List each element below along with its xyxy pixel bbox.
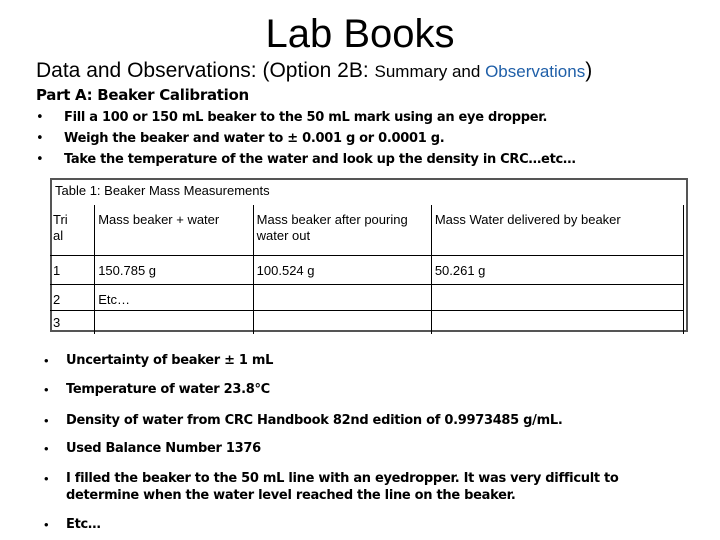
observation-item [44,470,686,504]
table-row [50,255,684,284]
observation-item [44,412,686,430]
table-caption: Table 1: Beaker Mass Measurements [55,183,270,198]
bullet-icon: • [36,110,44,125]
table-cell: Etc… [95,284,253,310]
table-cell: 2 [50,284,95,310]
section-subtitle [36,58,592,85]
table-cell [431,310,683,334]
observation-text: Used Balance Number 1376 [66,441,261,456]
observation-text: Density of water from CRC Handbook 82nd edition of 0.9973485 g/mL. [66,413,563,428]
bullet-icon: • [44,441,49,456]
observation-text: I filled the beaker to the 50 mL line with an eyedropper. It was very difficult to determine when the water level reached the line on the beaker. [66,471,619,503]
observation-text: Etc… [66,517,101,532]
observation-text: Temperature of water 23.8°C [66,382,270,397]
table-cell [431,284,683,310]
bullet-icon: • [44,517,49,532]
table-cell: 1 [50,255,95,284]
table-row [50,310,684,334]
bullet-icon: • [36,152,44,167]
procedure-step-text: Take the temperature of the water and look up the density in CRC…etc… [64,152,576,167]
header-cell-mass-water-delivered: Mass Water delivered by beaker [431,205,683,255]
bullet-icon: • [44,471,49,486]
observation-item [44,381,686,399]
measurements-table-panel [50,178,688,332]
observation-text: Uncertainty of beaker ± 1 mL [66,353,274,368]
page-title: Lab Books [265,12,455,56]
bullet-icon: • [44,353,49,368]
header-cell-mass-beaker-water: Mass beaker + water [95,205,253,255]
table-cell: 100.524 g [253,255,431,284]
bullet-icon: • [44,382,49,397]
observation-item [44,440,686,458]
header-cell-trial: Tri al [50,205,95,255]
procedure-step [36,110,547,125]
table-cell: 50.261 g [431,255,683,284]
table-cell: 150.785 g [95,255,253,284]
table-cell [95,310,253,334]
table-row [50,284,684,310]
procedure-step-text: Fill a 100 or 150 mL beaker to the 50 mL mark using an eye dropper. [64,110,548,125]
table-cell: 3 [50,310,95,334]
procedure-step [36,131,444,146]
subtitle-close: ) [585,59,593,82]
table-header-row [50,205,684,255]
procedure-step [36,152,576,167]
part-a-heading: Part A: Beaker Calibration [36,86,249,104]
subtitle-main: Data and Observations: (Option 2B: [36,59,375,82]
subtitle-summary: Summary and [374,62,486,81]
bullet-icon: • [36,131,44,146]
observation-item [44,352,686,370]
subtitle-observations: Observations [485,62,586,81]
observation-item [44,516,686,534]
table-cell [253,310,431,334]
beaker-mass-table [50,205,684,334]
table-cell [253,284,431,310]
bullet-icon: • [44,413,49,428]
procedure-step-text: Weigh the beaker and water to ± 0.001 g or 0.0001 g. [64,131,445,146]
header-cell-mass-after-pouring: Mass beaker after pouring water out [253,205,431,255]
